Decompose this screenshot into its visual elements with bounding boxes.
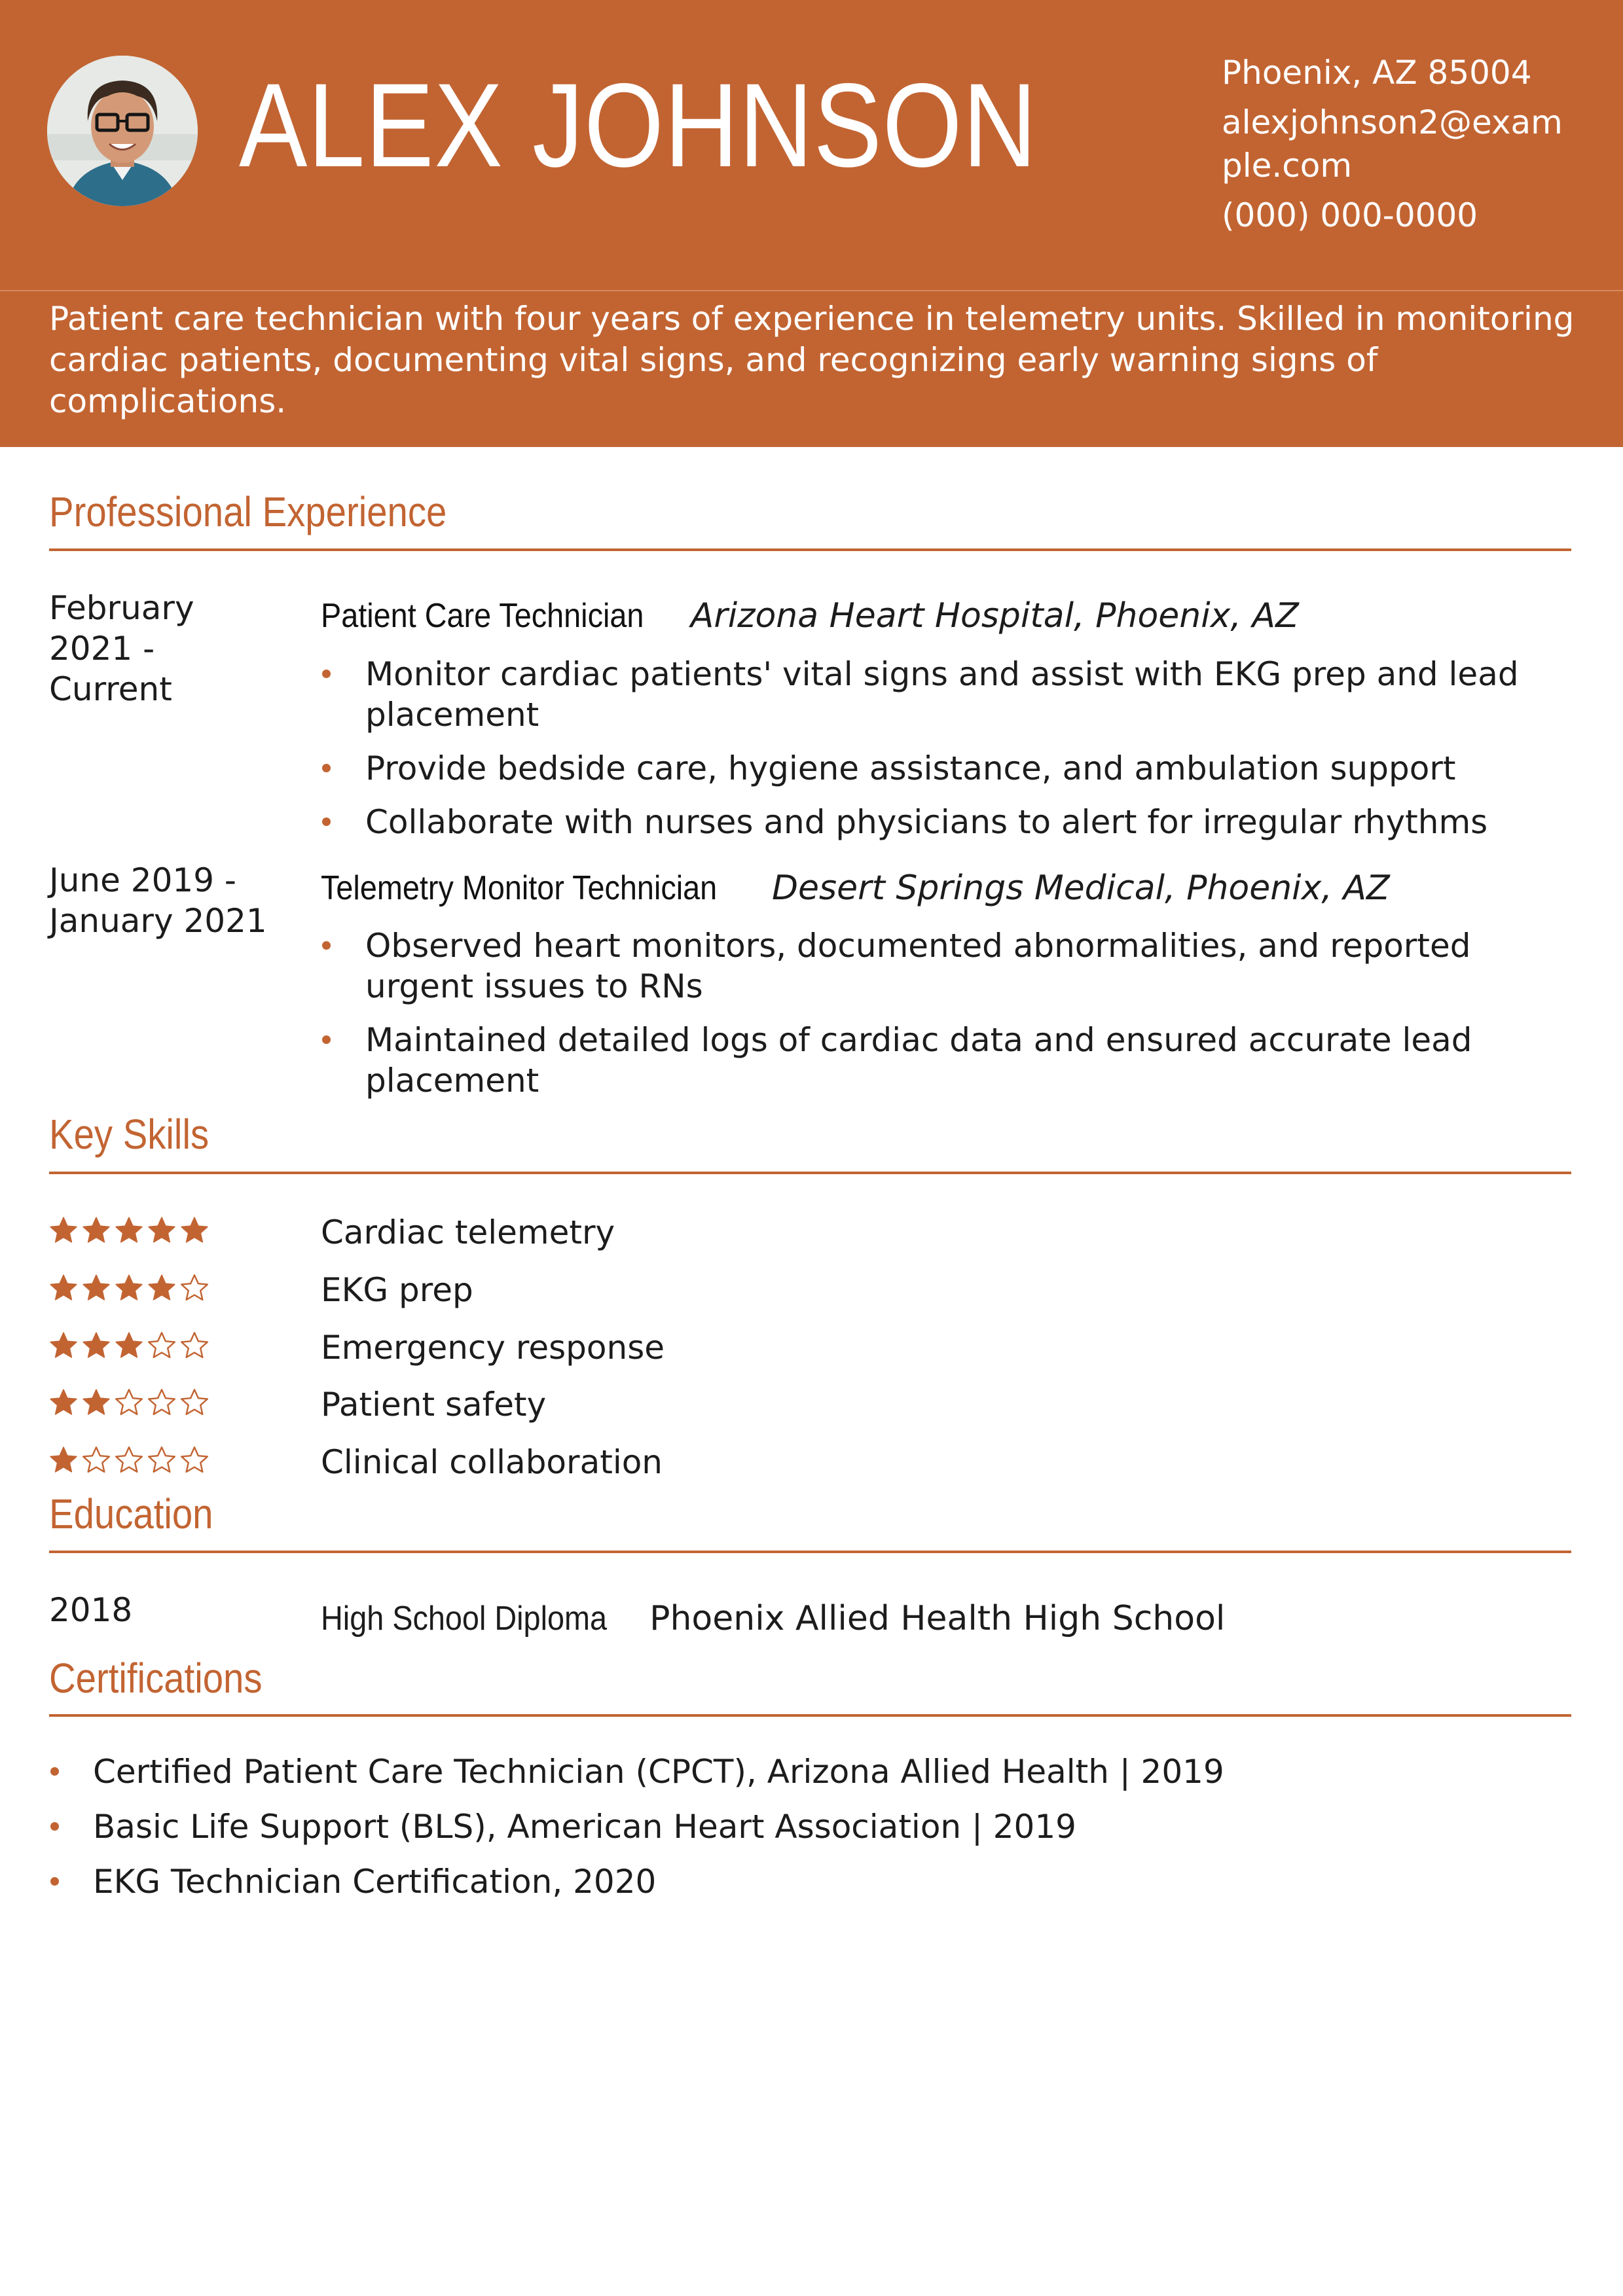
- star-outline-icon: [147, 1331, 176, 1360]
- header-divider: [0, 290, 1623, 291]
- job-organization: Arizona Heart Hospital, Phoenix, AZ: [690, 596, 1299, 636]
- date-line: Current: [49, 670, 172, 708]
- certification-item: Basic Life Support (BLS), American Heart Association | 2019: [49, 1806, 1555, 1847]
- profile-photo: [47, 56, 198, 206]
- star-outline-icon: [115, 1446, 143, 1475]
- skill-row: [49, 1212, 1031, 1253]
- star-filled-icon: [115, 1331, 143, 1360]
- skill-row: [49, 1442, 1031, 1482]
- section-divider: [49, 1551, 1571, 1553]
- star-filled-icon: [82, 1274, 111, 1302]
- professional-summary: Patient care technician with four years of experience in telemetry units. Skilled in monitoring cardiac patients, documenting vital signs, and recognizing early warning signs of complications.: [49, 300, 1575, 420]
- date-line: January 2021: [49, 902, 267, 940]
- skill-name: EKG prep: [321, 1271, 473, 1309]
- star-filled-icon: [147, 1216, 176, 1245]
- job-dates: [49, 860, 267, 941]
- star-outline-icon: [180, 1331, 209, 1360]
- job-title: Patient Care Technician: [321, 597, 644, 635]
- star-filled-icon: [82, 1331, 111, 1360]
- email-line-1[interactable]: alexjohnson2@exam: [1222, 103, 1563, 141]
- avatar: [47, 56, 198, 206]
- contact-info: [1222, 51, 1588, 237]
- section-divider: [49, 548, 1571, 551]
- phone-text: (000) 000-0000: [1222, 196, 1478, 234]
- skill-name: Patient safety: [321, 1386, 547, 1424]
- email-line-2[interactable]: ple.com: [1222, 147, 1353, 185]
- certification-item: Certified Patient Care Technician (CPCT), Arizona Allied Health | 2019: [49, 1751, 1555, 1792]
- star-filled-icon: [49, 1331, 78, 1360]
- skill-rating: [49, 1388, 209, 1417]
- star-outline-icon: [180, 1446, 209, 1475]
- star-filled-icon: [115, 1216, 143, 1245]
- bullet-item: Observed heart monitors, documented abnormalities, and reported urgent issues to RNs: [321, 925, 1565, 1007]
- skill-rating: [49, 1216, 209, 1245]
- date-line: February: [49, 589, 194, 627]
- star-outline-icon: [115, 1388, 143, 1417]
- location-text: Phoenix, AZ 85004: [1222, 54, 1532, 92]
- section-divider: [49, 1714, 1571, 1717]
- star-outline-icon: [180, 1388, 209, 1417]
- bullet-item: Collaborate with nurses and physicians to alert for irregular rhythms: [321, 802, 1565, 842]
- skill-row: [49, 1327, 1031, 1368]
- skill-row: [49, 1270, 1031, 1310]
- skill-rating: [49, 1446, 209, 1475]
- section-title-experience: Professional Experience: [49, 488, 447, 535]
- job-organization: Desert Springs Medical, Phoenix, AZ: [771, 869, 1390, 908]
- bullet-item: Provide bedside care, hygiene assistance, and ambulation support: [321, 748, 1565, 789]
- star-outline-icon: [147, 1446, 176, 1475]
- star-filled-icon: [82, 1388, 111, 1417]
- certification-item: EKG Technician Certification, 2020: [49, 1861, 1555, 1902]
- star-filled-icon: [147, 1274, 176, 1302]
- bullet-item: Maintained detailed logs of cardiac data and ensured accurate lead placement: [321, 1020, 1565, 1101]
- star-outline-icon: [147, 1388, 176, 1417]
- job-heading: [321, 596, 1299, 636]
- job-dates: [49, 588, 194, 709]
- star-filled-icon: [82, 1216, 111, 1245]
- star-filled-icon: [49, 1388, 78, 1417]
- star-filled-icon: [49, 1274, 78, 1302]
- star-outline-icon: [180, 1274, 209, 1302]
- resume-header: [0, 0, 1623, 447]
- section-title-certifications: Certifications: [49, 1655, 263, 1702]
- section-divider: [49, 1172, 1571, 1174]
- star-filled-icon: [49, 1446, 78, 1475]
- bullet-item: Monitor cardiac patients' vital signs and assist with EKG prep and lead placement: [321, 654, 1565, 735]
- job-bullets: [321, 654, 1565, 855]
- education-year: 2018: [49, 1591, 133, 1629]
- date-line: 2021 -: [49, 630, 155, 668]
- skill-name: Emergency response: [321, 1329, 665, 1367]
- certifications-list: [49, 1751, 1555, 1916]
- job-title: Telemetry Monitor Technician: [321, 869, 718, 907]
- section-title-education: Education: [49, 1490, 213, 1537]
- star-outline-icon: [82, 1446, 111, 1475]
- date-line: June 2019 -: [49, 861, 236, 899]
- skill-name: Clinical collaboration: [321, 1443, 663, 1481]
- star-filled-icon: [115, 1274, 143, 1302]
- skill-rating: [49, 1274, 209, 1302]
- job-bullets: [321, 925, 1565, 1114]
- skill-name: Cardiac telemetry: [321, 1213, 615, 1251]
- education-entry: [321, 1598, 1225, 1639]
- job-heading: [321, 868, 1390, 908]
- star-filled-icon: [49, 1216, 78, 1245]
- degree-name: High School Diploma: [321, 1600, 608, 1638]
- star-filled-icon: [180, 1216, 209, 1245]
- school-name: Phoenix Allied Health High School: [649, 1599, 1226, 1638]
- skill-rating: [49, 1331, 209, 1360]
- section-title-skills: Key Skills: [49, 1111, 210, 1158]
- skill-row: [49, 1384, 1031, 1425]
- candidate-name: ALEX JOHNSON: [239, 58, 1038, 192]
